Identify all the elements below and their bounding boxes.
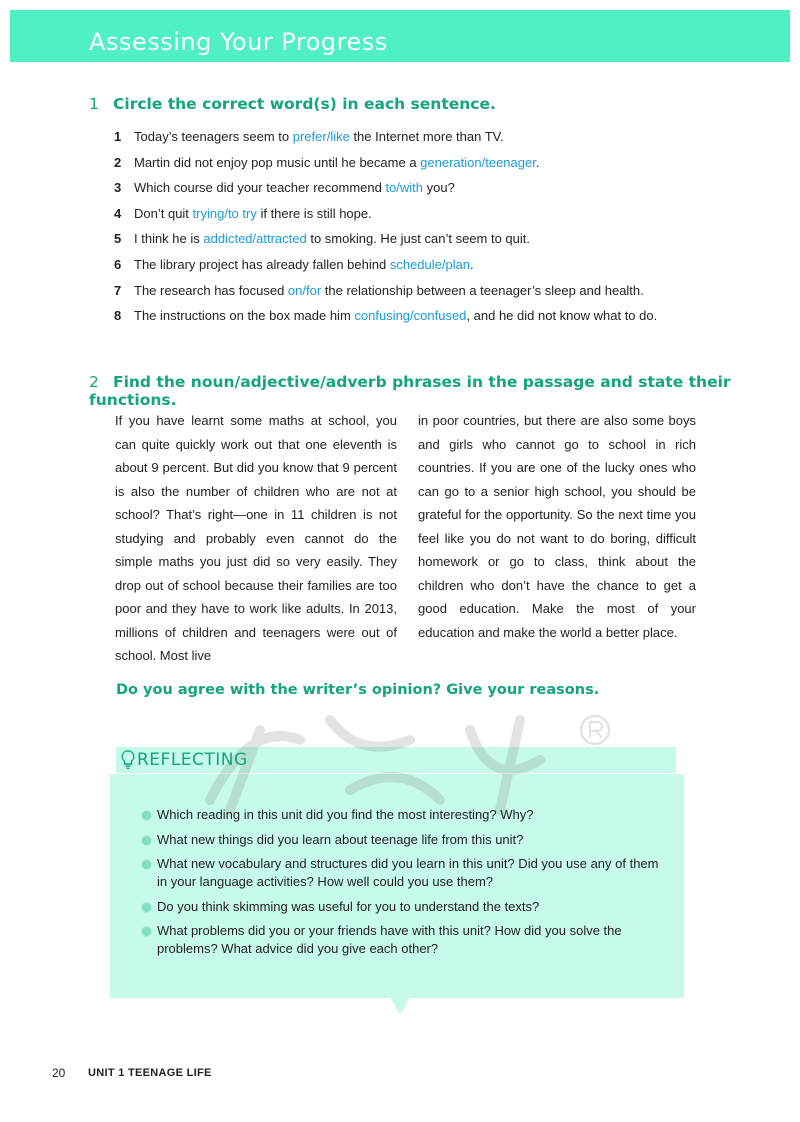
bullet-icon	[141, 926, 152, 937]
passage-right-column: in poor countries, but there are also some boys and girls who cannot go to school in rich countries. If you are one of the lucky ones who can go to a senior high school, you should be grateful for the opportunity. So the next time you feel like you do not want to do boring, difficult homework or go to class, think about the children who don’t have the chance to get a good education. Make the most of your education and make the world a better place.	[418, 413, 696, 640]
item-options[interactable]: to/with	[385, 180, 424, 196]
bullet-icon	[141, 902, 152, 913]
item-options[interactable]: confusing/confused	[354, 308, 467, 324]
reflecting-item	[140, 806, 670, 824]
item-text: Martin did not enjoy pop music until he became a	[134, 154, 421, 170]
item-number: 2	[114, 154, 122, 170]
exercise-1-number: 1	[89, 95, 99, 113]
item-text: Which course did your teacher recommend	[134, 180, 386, 196]
exercise-item	[114, 155, 734, 181]
reflecting-item	[140, 898, 670, 916]
exercise-item	[114, 206, 734, 232]
exercise-2-instruction: Find the noun/adjective/adverb phrases in the passage and state their functions.	[89, 373, 731, 409]
passage-left-column: If you have learnt some maths at school, you can quite quickly work out that one eleventh is about 9 percent. But did you know that 9 percent is also the number of children who are not at school? That’s right—one in 11 children is not studying and probably even cannot do the simple maths you just did so very easily. They drop out of school because their families are too poor and they have to work like adults. In 2013, millions of children and teenagers were out of school. Most live	[115, 413, 397, 663]
item-options[interactable]: prefer/like	[292, 129, 350, 144]
bullet-icon	[141, 810, 152, 821]
item-options[interactable]: on/for	[287, 282, 322, 298]
item-text: Don’t quit	[134, 205, 193, 221]
item-number: 1	[114, 129, 122, 144]
item-options[interactable]: schedule/plan	[389, 256, 471, 272]
item-text: I think he is	[134, 231, 204, 247]
item-text: to smoking. He just can’t seem to quit.	[306, 231, 531, 247]
reflecting-item-text: Which reading in this unit did you find the most interesting? Why?	[157, 807, 534, 822]
exercise-item	[114, 283, 734, 309]
exercise-2-number: 2	[89, 373, 99, 391]
item-text: if there is still hope.	[256, 205, 372, 221]
item-number: 8	[114, 308, 122, 324]
exercise-item	[114, 308, 734, 334]
reflecting-title: REFLECTING	[137, 750, 248, 770]
reflecting-item-text: What new vocabulary and structures did you learn in this unit? Did you use any of them in your language activities? How well could you use them?	[157, 856, 659, 889]
reflecting-item	[140, 855, 670, 891]
reflecting-item-text: Do you think skimming was useful for you to understand the texts?	[157, 898, 540, 914]
exercise-item	[114, 180, 734, 206]
item-options[interactable]: addicted/attracted	[203, 231, 307, 247]
exercise-item	[114, 257, 734, 283]
item-number: 5	[114, 231, 122, 247]
exercise-1-list	[114, 129, 734, 334]
item-text: The library project has already fallen behind	[134, 256, 390, 272]
exercise-2-heading	[89, 373, 800, 409]
reflecting-list	[140, 806, 670, 965]
item-text: the relationship between a teenager’s sleep and health.	[321, 282, 644, 298]
reflecting-item-text: What problems did you or your friends have with this unit? How did you solve the problems? What advice did you give each other?	[157, 923, 622, 956]
item-text: .	[535, 154, 540, 170]
speech-pointer-icon	[390, 997, 410, 1017]
page-number: 20	[52, 1066, 66, 1080]
exercise-item	[114, 129, 734, 155]
page-title: Assessing Your Progress	[89, 28, 388, 56]
reflecting-item	[140, 831, 670, 849]
item-options[interactable]: generation/teenager	[420, 154, 536, 170]
item-number: 7	[114, 282, 122, 298]
item-number: 3	[114, 180, 122, 196]
item-text: , and he did not know what to do.	[466, 308, 658, 324]
item-text: The research has focused	[134, 282, 288, 298]
bullet-icon	[141, 835, 152, 846]
discussion-question: Do you agree with the writer’s opinion? Give your reasons.	[116, 682, 600, 698]
item-text: The instructions on the box made him	[134, 308, 355, 324]
item-text: the Internet more than TV.	[349, 129, 504, 144]
item-number: 4	[114, 205, 122, 221]
item-number: 6	[114, 256, 122, 272]
exercise-item	[114, 231, 734, 257]
exercise-1-instruction: Circle the correct word(s) in each sentence.	[113, 95, 496, 113]
unit-label: UNIT 1 TEENAGE LIFE	[88, 1067, 212, 1079]
reflecting-item-text: What new things did you learn about teenage life from this unit?	[157, 831, 524, 847]
exercise-1-heading	[89, 95, 496, 113]
lightbulb-icon	[121, 750, 135, 770]
item-text: you?	[423, 180, 455, 196]
reflecting-item	[140, 922, 670, 958]
item-options[interactable]: trying/to try	[192, 205, 257, 221]
bullet-icon	[141, 859, 152, 870]
item-text: Today’s teenagers seem to	[134, 129, 293, 144]
item-text: .	[470, 256, 474, 272]
watermark-logo-icon	[190, 700, 630, 820]
